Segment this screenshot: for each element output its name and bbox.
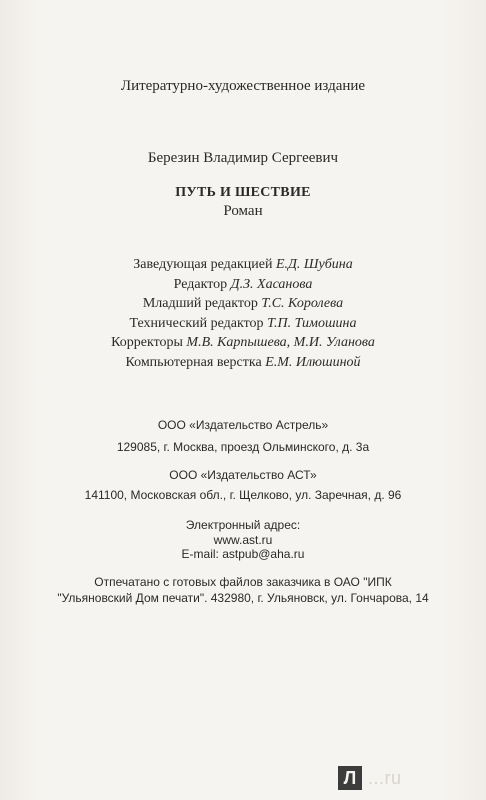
credit-role: Корректоры (111, 335, 183, 350)
credit-line (0, 353, 486, 373)
email-link[interactable]: E-mail: astpub@aha.ru (181, 547, 305, 561)
credit-name: Д.З. Хасанова (230, 276, 313, 292)
credit-name: Е.М. Илюшиной (265, 354, 361, 370)
site-watermark (338, 766, 478, 792)
logo-icon: Л (338, 766, 362, 790)
contact-heading: Электронный адрес: (185, 518, 301, 532)
credit-role: Технический редактор (129, 315, 264, 331)
credit-role: Заведующая редакцией (133, 257, 273, 272)
watermark-text: ...ru (368, 768, 402, 788)
credit-name: Е.Д. Шубина (275, 257, 353, 272)
book-title: ПУТЬ И ШЕСТВИЕ (175, 185, 311, 200)
credit-name: Т.С. Королева (261, 296, 344, 311)
book-genre: Роман (223, 203, 263, 219)
credit-line (0, 275, 486, 295)
credits-list (0, 255, 486, 372)
credit-line (0, 333, 486, 353)
series-label: Литературно-художественное издание (120, 78, 366, 94)
credit-name: Т.П. Тимошина (267, 315, 357, 331)
publisher-address: 129085, г. Москва, проезд Ольминского, д. 3а (116, 440, 370, 454)
credit-line (0, 255, 486, 275)
printing-info-line: "Ульяновский Дом печати". 432980, г. Ульяновск, ул. Гончарова, 14 (57, 591, 429, 605)
credit-role: Редактор (173, 276, 228, 292)
credit-role: Младший редактор (142, 296, 258, 311)
credit-line (0, 294, 486, 314)
publisher-name: ООО «Издательство Астрель» (157, 418, 329, 432)
credit-name: М.В. Карпышева, М.И. Уланова (186, 335, 375, 350)
credit-line (0, 314, 486, 334)
publisher-address: 141100, Московская обл., г. Щелково, ул. Заречная, д. 96 (84, 488, 402, 502)
author-name: Березин Владимир Сергеевич (147, 150, 339, 166)
printing-info-line: Отпечатано с готовых файлов заказчика в ОАО "ИПК (94, 575, 392, 589)
publisher-name: ООО «Издательство АСТ» (169, 468, 317, 482)
credit-role: Компьютерная верстка (125, 354, 262, 370)
website-link[interactable]: www.ast.ru (213, 533, 273, 547)
